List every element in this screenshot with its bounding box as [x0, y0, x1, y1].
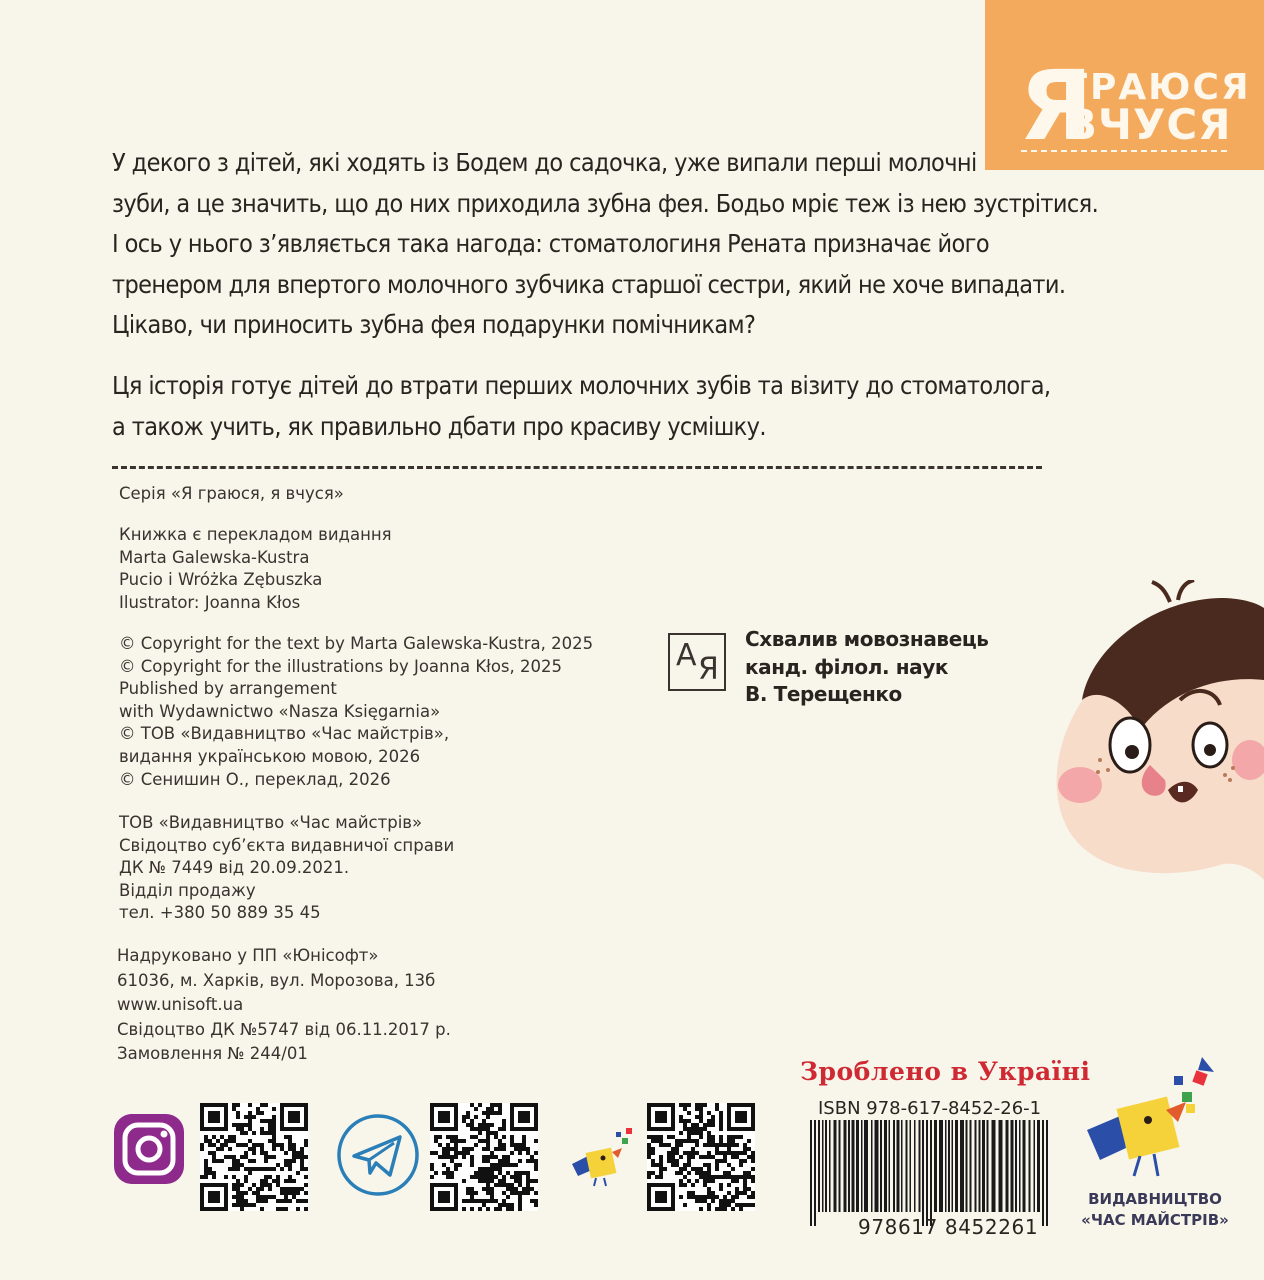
series-logo-line2: ВЧУСЯ [1065, 100, 1232, 149]
imprint-line: Серія «Я граюся, я вчуся» [119, 484, 344, 503]
series-logo-line1: ГРАЮСЯ [1065, 67, 1251, 108]
imprint-line: 61036, м. Харків, вул. Морозова, 13б [117, 970, 436, 990]
publisher-name-line1: ВИДАВНИЦТВО [1088, 1190, 1222, 1208]
publisher-name [1070, 1189, 1240, 1231]
instagram-qr-code[interactable] [200, 1103, 308, 1211]
imprint-line: Ilustrator: Joanna Kłos [119, 592, 301, 612]
ean-digits: 978617 8452261 [858, 1215, 1039, 1239]
approval-line: Схвалив мовознавець [745, 627, 989, 651]
made-in-ukraine-label: Зроблено в Україні [800, 1057, 1091, 1086]
telegram-qr-code[interactable] [430, 1103, 538, 1211]
blurb-paragraph-2 [112, 366, 1052, 447]
blurb-line: тренером для впертого молочного зубчика старшої сестри, який не хоче випадати. [112, 269, 1066, 299]
approval-line: канд. філол. наук [745, 654, 949, 679]
imprint-line: © Copyright for the illustrations by Joanna Kłos, 2025 [119, 656, 562, 676]
boy-face-illustration [1020, 580, 1264, 900]
blurb-line: а також учить, як правильно дбати про красиву усмішку. [112, 411, 766, 441]
imprint-line: Замовлення № 244/01 [117, 1044, 308, 1064]
blurb-line: зуби, а це значить, що до них приходила зубна фея. Бодьо мріє теж із нею зустрітися. [112, 188, 1099, 218]
imprint-line: © Copyright for the text by Marta Galewska-Kustra, 2025 [119, 634, 594, 653]
imprint-line: with Wydawnictwo «Nasza Księgarnia» [119, 701, 441, 721]
series-logo-letter: Я [1019, 50, 1093, 162]
imprint-line: © ТОВ «Видавництво «Час майстрів», [119, 724, 450, 744]
imprint-copyright [119, 633, 679, 791]
publisher-bird-logo [1082, 1052, 1222, 1187]
imprint-line: Надруковано у ПП «Юнісофт» [117, 946, 379, 965]
imprint-line: Published by arrangement [119, 679, 337, 699]
blurb-line: Цікаво, чи приносить зубна фея подарунки помічникам? [112, 310, 756, 339]
imprint-series [119, 483, 679, 506]
instagram-icon[interactable] [112, 1112, 186, 1186]
imprint-line: www.unisoft.ua [117, 995, 244, 1015]
approval-line: В. Терещенко [745, 682, 902, 706]
bird-logo-icon [570, 1120, 640, 1190]
imprint-line: Книжка є перекладом видання [119, 525, 392, 544]
imprint-line: ДК № 7449 від 20.09.2021. [119, 858, 350, 878]
imprint-line: Свідоцтво ДК №5747 від 06.11.2017 р. [117, 1019, 451, 1039]
blurb-line: І ось у нього з’являється така нагода: стоматологиня Рената призначає його [112, 229, 990, 258]
publisher-qr-code[interactable] [647, 1103, 755, 1211]
imprint-line: Pucio i Wróżka Zębuszka [119, 570, 323, 590]
stamp-letter-right: Я [698, 652, 719, 687]
blurb-line: Ця історія готує дітей до втрати перших молочних зубів та візиту до стоматолога, [112, 371, 1051, 400]
blurb-line: У декого з дітей, які ходять із Бодем до садочка, уже випали перші молочні [112, 148, 977, 177]
blurb-paragraph-1 [112, 143, 1099, 346]
stamp-letter-left: А [676, 638, 697, 673]
imprint-translation [119, 524, 679, 614]
imprint-publisher [119, 812, 679, 925]
imprint-line: Свідоцтво суб’єкта видавничої справи [119, 835, 455, 855]
imprint-line: © Сенишин О., переклад, 2026 [119, 769, 391, 789]
publisher-name-line2: «ЧАС МАЙСТРІВ» [1081, 1211, 1229, 1229]
isbn-barcode [810, 1120, 1050, 1226]
imprint-line: Marta Galewska-Kustra [119, 547, 310, 567]
dashed-divider [112, 466, 1042, 469]
isbn-label: ISBN 978-617-8452-26-1 [818, 1098, 1042, 1119]
language-approval-text [745, 626, 989, 709]
imprint-line: Відділ продажу [119, 880, 256, 900]
imprint-line: видання українською мовою, 2026 [119, 746, 421, 766]
imprint-line: ТОВ «Видавництво «Час майстрів» [119, 813, 423, 832]
imprint-printer [117, 944, 677, 1067]
language-approval-stamp [668, 633, 726, 691]
imprint-line: тел. +380 50 889 35 45 [119, 903, 321, 923]
telegram-icon[interactable] [336, 1113, 420, 1197]
